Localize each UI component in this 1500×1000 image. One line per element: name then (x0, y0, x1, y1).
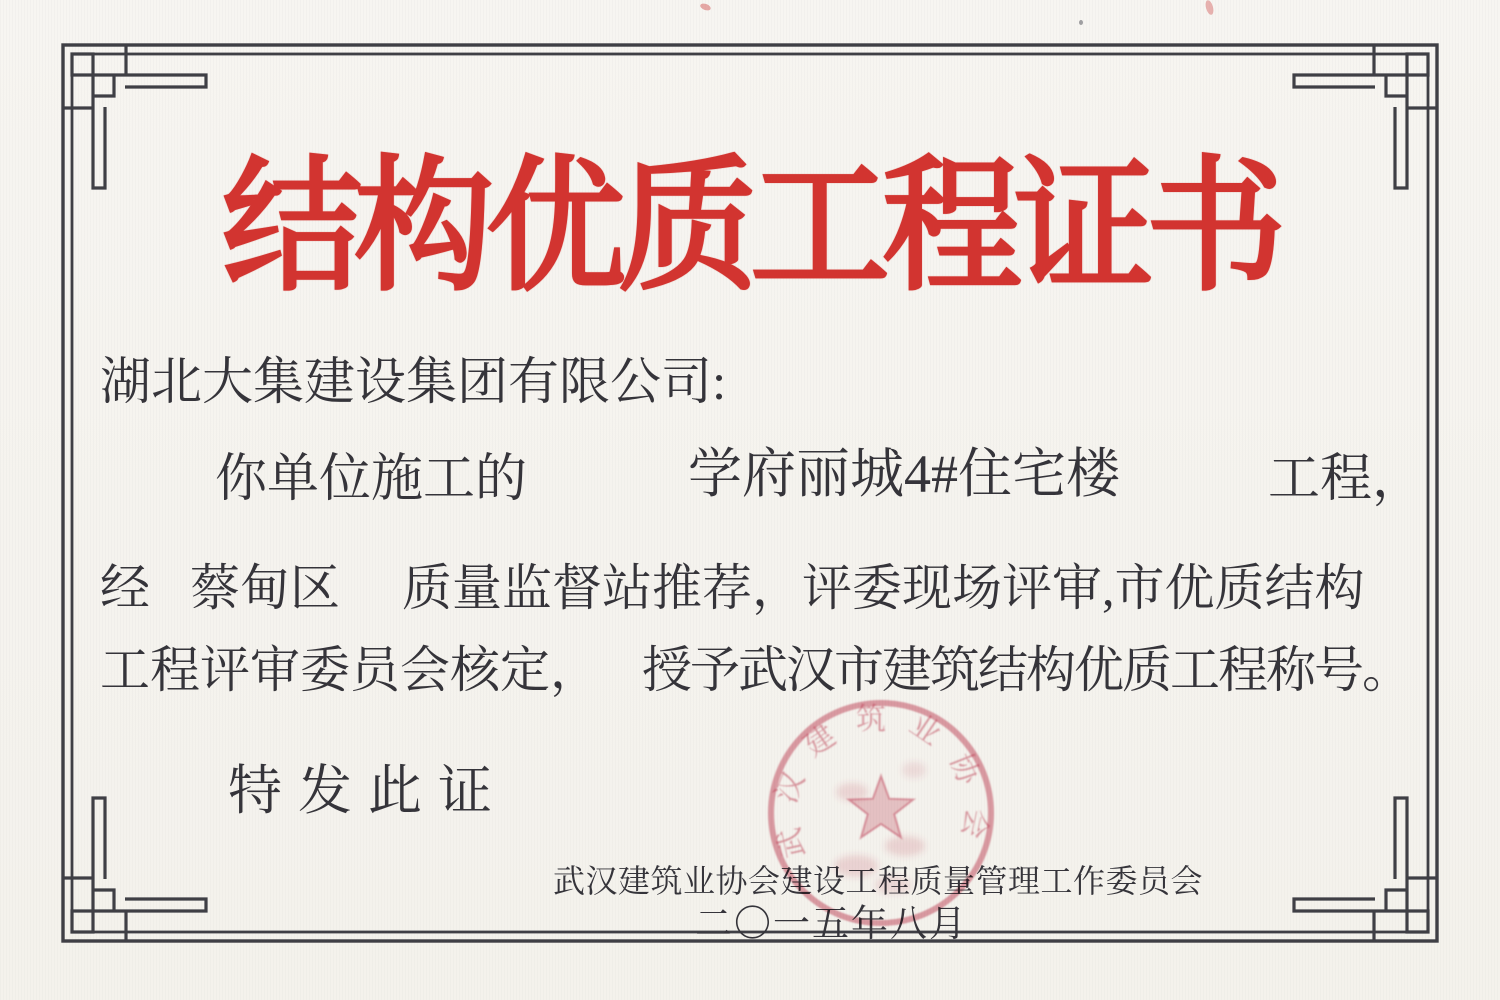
issue-date: 二〇一五年八月 (695, 904, 968, 945)
certificate-title: 结构优质工程证书 (221, 147, 1278, 310)
district-name: 蔡甸区 (190, 560, 340, 616)
closing-text: 特发此证 (228, 761, 508, 821)
seal-ring-text: 武汉建筑业协会 (768, 702, 994, 862)
issuer-name: 武汉建筑业协会建设工程质量管理工作委员会 (553, 863, 1204, 899)
review-line-2-part1: 工程评审委员会核定， (100, 642, 600, 698)
review-prefix-text: 经 (100, 560, 150, 616)
review-line-2-part2: 授予武汉市建筑结构优质工程称号。 (642, 642, 1410, 698)
recipient-name: 湖北大集建设集团有限公司: (100, 355, 727, 411)
project-name: 学府丽城4#住宅楼 (688, 444, 1120, 504)
review-rest-text: 质量监督站推荐，评委现场评审,市优质结构 (402, 560, 1365, 616)
intro-suffix-text: 工程， (1268, 451, 1425, 508)
intro-prefix-text: 你单位施工的 (215, 451, 528, 508)
